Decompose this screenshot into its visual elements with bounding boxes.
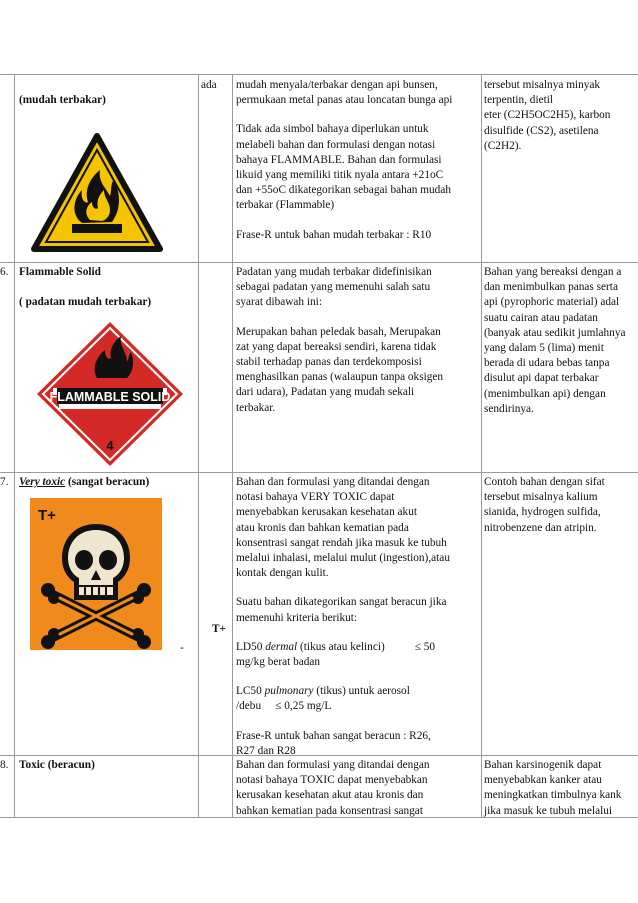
description-paragraph: Suatu bahan dikategorikan sangat beracun jika memenuhi kriteria berikut: — [236, 596, 447, 624]
description-paragraph: Tidak ada simbol bahaya diperlukan untuk melabeli bahan dan formulasi dengan notasi bahaya FLAMMABLE. Bahan dan formulasi likuid yang memiliki titik nyala antara +21oC dan +55oC dikategorikan sebagai bahan mudah terbakar (Flammable) — [236, 123, 451, 212]
sign-text: T+ — [38, 507, 56, 524]
description-paragraph: mudah menyala/terbakar dengan api bunsen, permukaan metal panas atau loncatan bunga api — [236, 79, 453, 107]
row-divider — [0, 262, 638, 263]
row-divider — [0, 472, 638, 473]
description-paragraph: Padatan yang mudah terbakar didefinisikan sebagai padatan yang memenuhi salah satu syarat dibawah ini: — [236, 266, 432, 309]
hazard-name-translation: (sangat beracun) — [65, 476, 150, 488]
example-cell: Bahan yang bereaksi dengan a dan menimbulkan panas serta api (pyrophoric material) adal suatu cairan atau padatan (banyak atau sedikit jumlahnya yang dalam 5 (lima) menit berada di udara bebas tanpa disulut api dapat terbakar (menimbulkan api) dengan sendirinya. — [484, 266, 626, 415]
row-number: 7. — [0, 476, 9, 488]
description-cell — [236, 78, 482, 257]
flammable-flame-icon — [30, 132, 164, 255]
row-number: 8. — [0, 759, 9, 771]
description-cell — [236, 475, 482, 759]
hazard-name-translation: ( padatan mudah terbakar) — [19, 296, 152, 308]
table-border-top — [0, 74, 638, 75]
lc50-species: (tikus) untuk aerosol — [316, 685, 410, 698]
ld50-route: dermal — [265, 640, 298, 653]
description-paragraph: Merupakan bahan peledak basah, Merupakan zat yang dapat bereaksi sendiri, karena tidak stabil terhadap panas dan terdekomposisi menghasilkan panas (walaupun tanpa oksigen dari udara), Padatan yang mudah sekali terbakar. — [236, 325, 444, 414]
lc50-label: LC50 — [236, 685, 262, 698]
hazard-name: (mudah terbakar) — [19, 94, 106, 106]
row-number: 6. — [0, 266, 9, 278]
ld50-criterion — [236, 640, 482, 655]
hazard-name: Flammable Solid — [19, 266, 101, 278]
ld50-value: ≤ 50 — [414, 640, 436, 653]
ld50-unit: mg/kg berat badan — [236, 656, 321, 669]
lc50-route: pulmonary — [264, 685, 314, 698]
description-paragraph: Bahan dan formulasi yang ditandai dengan notasi bahaya VERY TOXIC dapat menyebabkan kerusakan kesehatan akut atau kronis dan bahkan kematian pada konsentrasi sangat rendah jika masuk ke tubuh melalui inhalasi, melalui mulut (ingestion),atau kontak dengan kulit. — [236, 476, 450, 580]
example-cell: Bahan karsinogenik dapat menyebabkan kanker atau meningkatkan timbulnya kank jika masuk ke tubuh melalui — [484, 759, 622, 817]
example-cell: tersebut misalnya minyak terpentin, dietil eter (C2H5OC2H5), karbon disulfide (CS2), asetilena (C2H2). — [484, 79, 611, 152]
lc50-criterion — [236, 684, 482, 699]
hazard-name: Toxic (beracun) — [19, 759, 95, 771]
description-paragraph: Bahan dan formulasi yang ditandai dengan notasi bahaya TOXIC dapat menyebabkan kerusakan kesehatan akut atau kronis dan bahkan kematian pada konsentrasi sangat — [236, 759, 430, 817]
col-divider — [14, 74, 15, 818]
hazard-name-english: Very toxic — [19, 476, 66, 488]
sign-text: FLAMMABLE SOLID — [49, 390, 171, 404]
flammable-solid-diamond-icon — [35, 320, 185, 468]
col-divider — [232, 74, 233, 818]
example-cell: Contoh bahan dengan sifat tersebut misalnya kalium sianida, hydrogen sulfida, nitrobenzene dan atripin. — [484, 476, 605, 534]
sign-class-number: 4 — [106, 438, 114, 453]
lc50-value: /debu ≤ 0,25 mg/L — [236, 700, 332, 713]
r-phrase: Frase-R untuk bahan mudah terbakar : R10 — [236, 228, 432, 241]
dash-mark: - — [180, 642, 184, 654]
ld50-species: (tikus atau kelinci) — [300, 640, 385, 653]
symbol-label: ada — [201, 79, 217, 91]
symbol-label: T+ — [212, 623, 226, 635]
ld50-label: LD50 — [236, 640, 263, 653]
hazard-name — [19, 475, 149, 490]
col-divider — [198, 74, 199, 818]
skull-crossbones-icon — [30, 498, 162, 650]
r-phrase: Frase-R untuk bahan sangat beracun : R26, R27 dan R28 — [236, 729, 431, 757]
description-cell — [236, 265, 482, 430]
